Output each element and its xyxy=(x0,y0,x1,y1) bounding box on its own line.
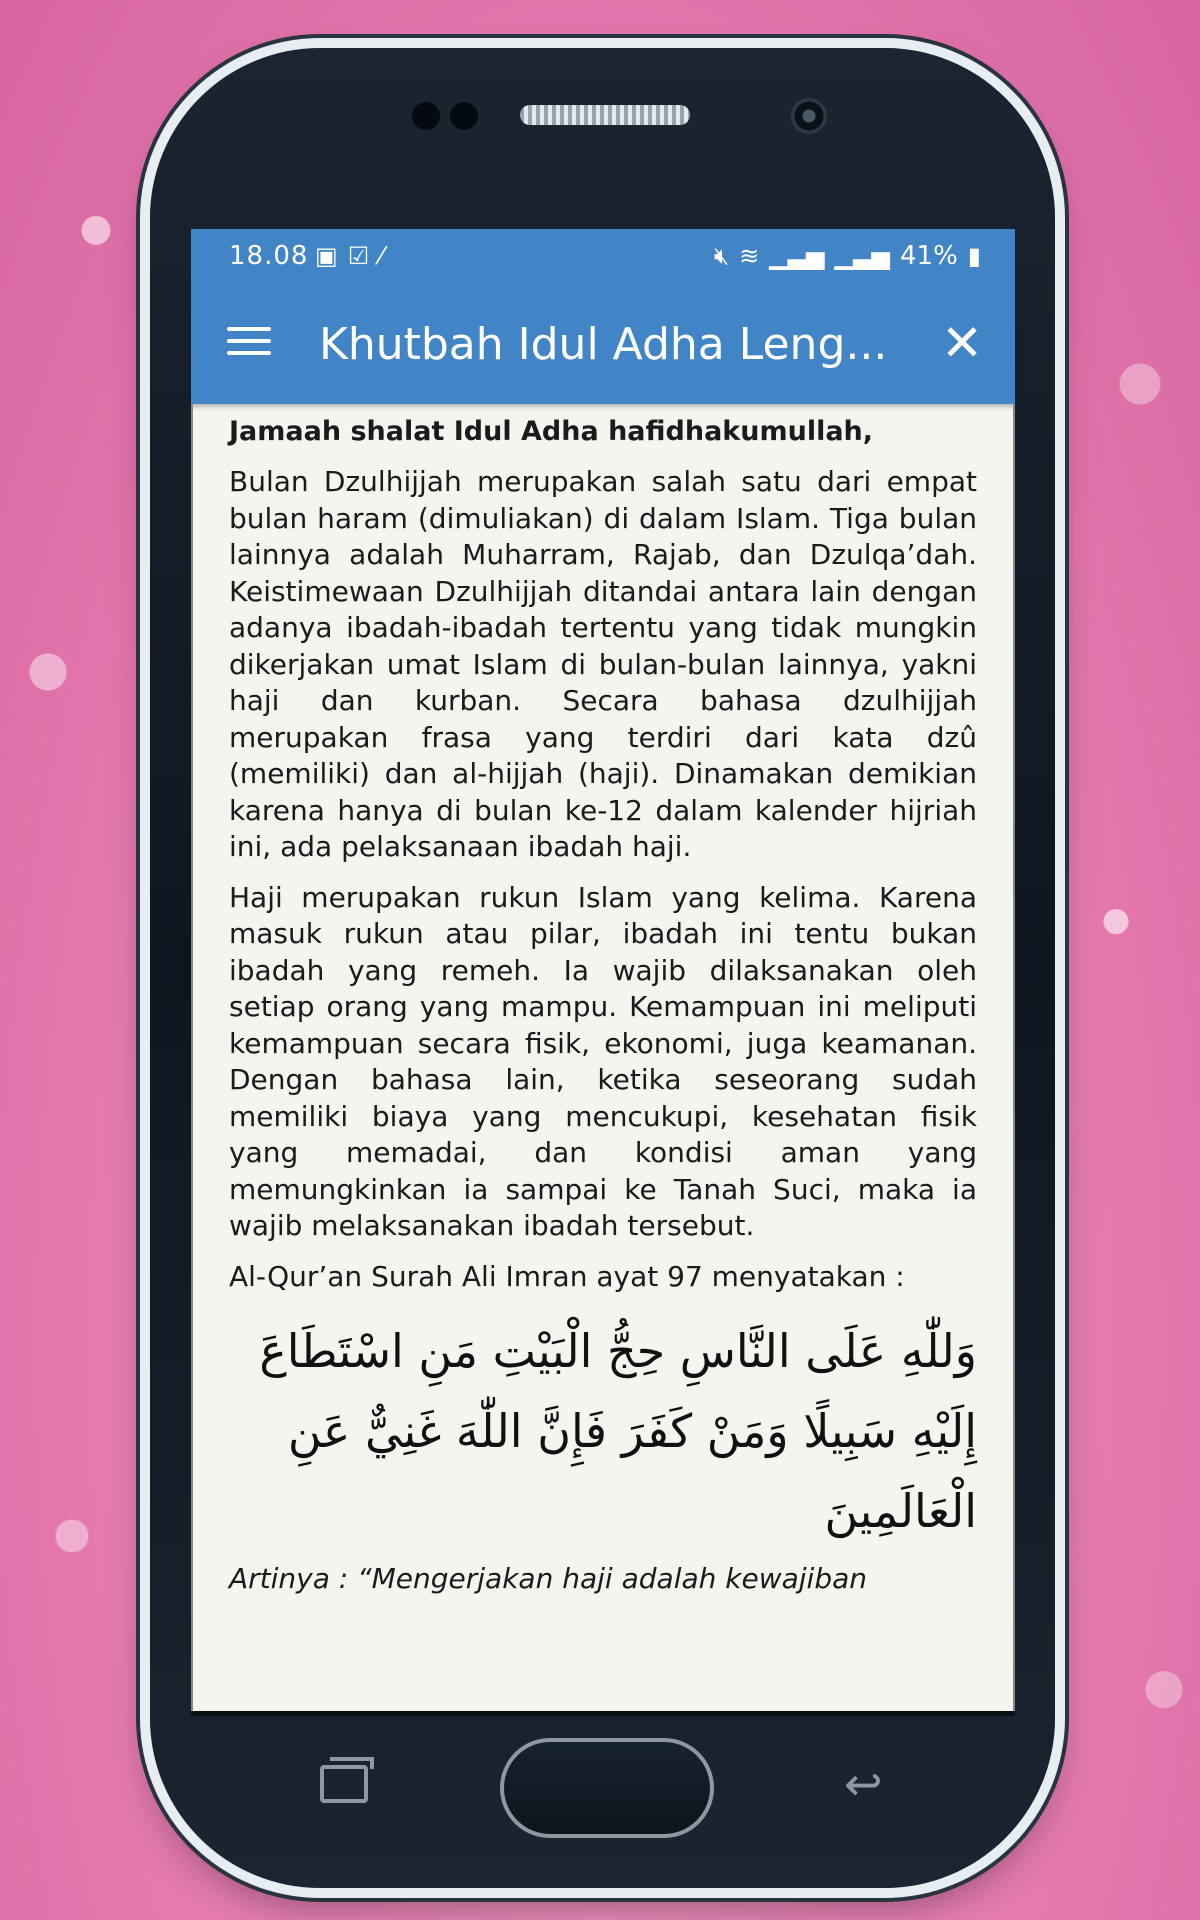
wifi-icon: ≋ xyxy=(739,242,760,270)
status-icons-left xyxy=(315,241,383,271)
status-icons-right xyxy=(714,241,981,271)
sensor-icon xyxy=(412,102,440,130)
article-content[interactable] xyxy=(191,404,1015,1711)
check-box-icon: ☑ xyxy=(347,242,370,270)
app-bar xyxy=(191,285,1015,404)
mute-icon: 🔇︎ xyxy=(714,242,730,270)
magic-wand-icon: ⁄ xyxy=(379,242,384,270)
paragraph-1: Bulan Dzulhijjah merupakan salah satu dari empat bulan haram (dimuliakan) di dalam Islam. Tiga bulan lainnya adalah Muharram, Rajab, dan Dzulqa’dah. Keistimewaan Dzulhijjah ditandai antara lain dengan adanya ibadah-ibadah tertentu yang tidak mungkin dikerjakan umat Islam di bulan-bulan lainnya, yakni haji dan kurban. Secara bahasa dzulhijjah merupakan frasa yang terdiri dari kata dzû (memiliki) dan al-hijjah (haji). Dinamakan demikian karena hanya di bulan ke-12 dalam kalender hijriah ini, ada pelaksanaan ibadah haji. xyxy=(229,465,977,863)
battery-level: 41% xyxy=(899,241,958,271)
phone-frame xyxy=(150,48,1055,1888)
verse-intro: Al-Qur’an Surah Ali Imran ayat 97 menyatakan : xyxy=(229,1259,905,1293)
signal-icon: ▁▃▅ xyxy=(769,242,825,270)
speaker-grille xyxy=(520,105,690,125)
translation-text: Artinya : “Mengerjakan haji adalah kewajiban xyxy=(229,1561,868,1595)
app-screen xyxy=(191,229,1015,1711)
home-button[interactable] xyxy=(500,1738,714,1838)
close-icon[interactable]: ✕ xyxy=(941,314,983,372)
arabic-verse: وَللّٰهِ عَلَى النَّاسِ حِجُّ الْبَيْتِ مَنِ اسْتَطَاعَ إِلَيْهِ سَبِيلًا وَمَنْ كَفَرَ فَإِنَّ اللّٰهَ غَنِيٌّ عَنِ الْعَالَمِينَ xyxy=(259,1323,977,1538)
hamburger-icon[interactable] xyxy=(227,327,271,361)
section-heading: Jamaah shalat Idul Adha hafidhakumullah, xyxy=(229,416,874,447)
back-icon[interactable]: ↩ xyxy=(844,1757,883,1811)
sensor-icon xyxy=(450,102,478,130)
image-icon: ▣ xyxy=(315,242,338,270)
battery-icon: ▮ xyxy=(967,242,981,270)
status-time: 18.08 xyxy=(229,241,309,271)
recent-apps-icon[interactable] xyxy=(320,1765,368,1803)
status-bar xyxy=(191,229,1015,285)
page-title: Khutbah Idul Adha Leng... xyxy=(319,319,888,370)
signal-icon-2: ▁▃▅ xyxy=(834,242,890,270)
paragraph-2: Haji merupakan rukun Islam yang kelima. Karena masuk rukun atau pilar, ibadah ini tentu bukan ibadah yang remeh. Ia wajib dilaksanakan oleh setiap orang yang mampu. Kemampuan ini meliputi kemampuan secara fisik, ekonomi, juga keamanan. Dengan bahasa lain, ketika seseorang sudah memiliki biaya yang mencukupi, kesehatan fisik yang memadai, dan kondisi aman yang memungkinkan ia sampai ke Tanah Suci, maka ia wajib melaksanakan ibadah tersebut. xyxy=(229,880,977,1242)
screen-bottom-edge xyxy=(191,1711,1015,1716)
front-camera-icon xyxy=(791,98,827,134)
